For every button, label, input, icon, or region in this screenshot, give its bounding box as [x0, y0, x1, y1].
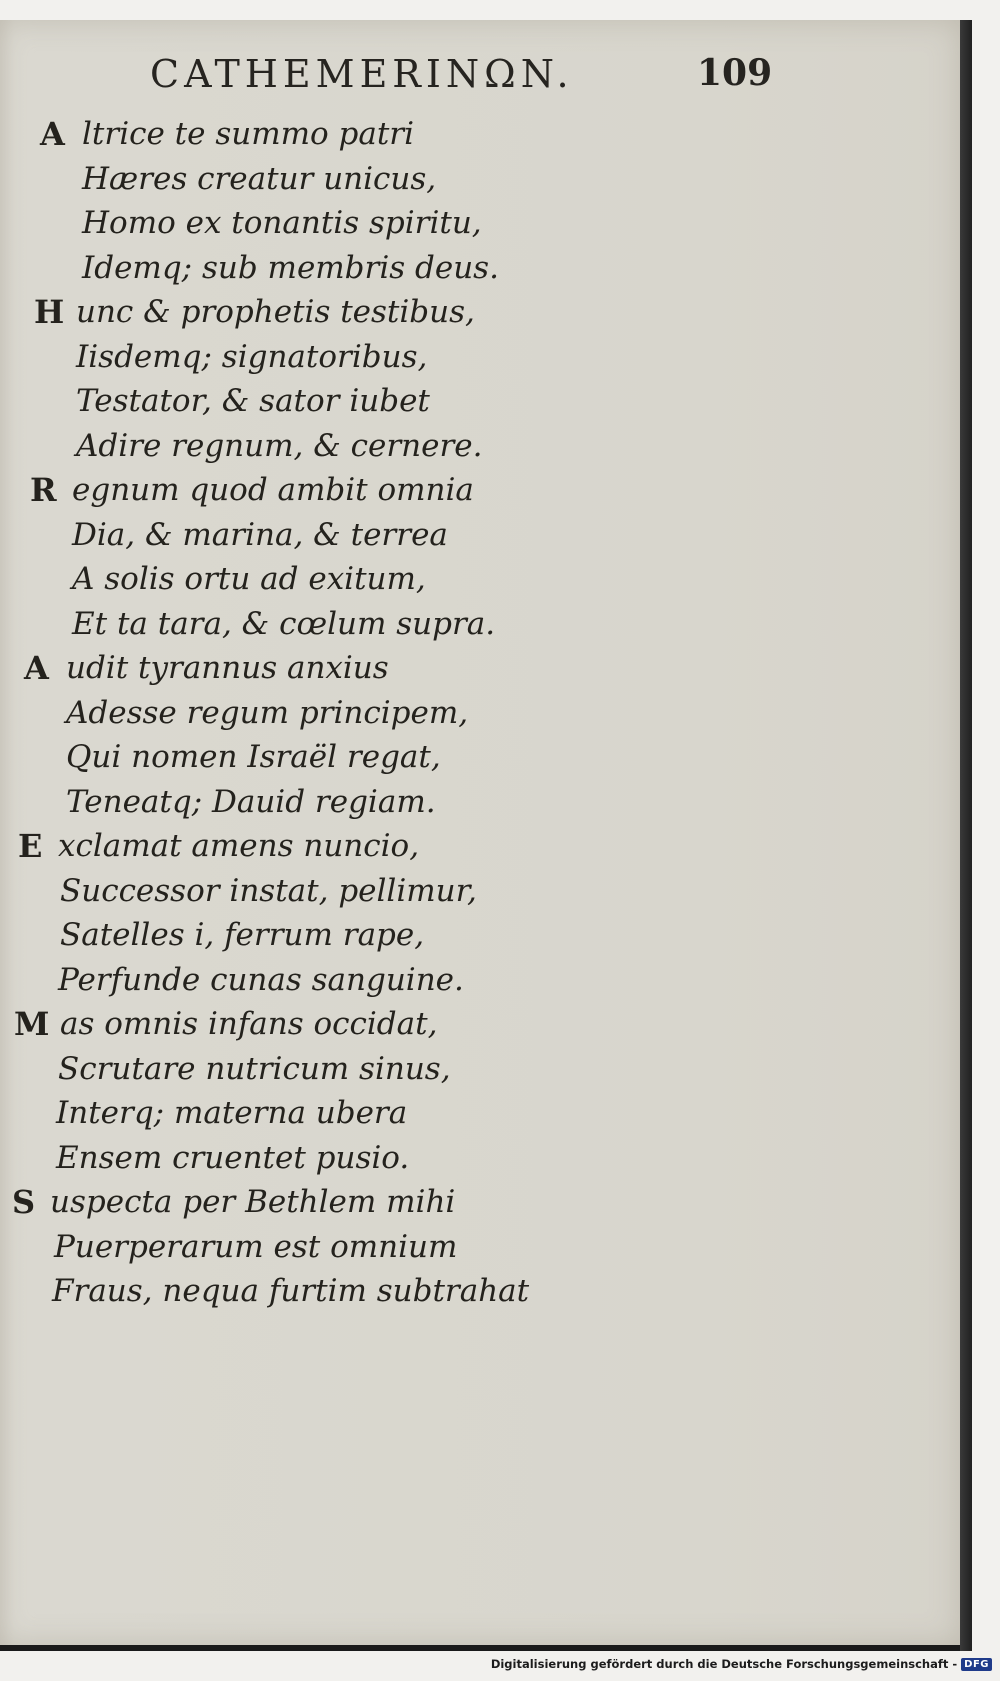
- verse-line: A udit tyrannus anxius: [0, 646, 700, 691]
- verse-line: E xclamat amens nuncio,: [0, 824, 700, 869]
- verse-line: Iisdemq; signatoribus,: [76, 338, 428, 375]
- verse-line: Et ta tara, & cœlum supra.: [72, 605, 496, 642]
- stanza: [0, 646, 700, 824]
- page-number: 109: [697, 52, 773, 94]
- stanza-initial: R: [30, 471, 57, 509]
- page-edge: [960, 20, 972, 1651]
- stanza: [0, 112, 700, 290]
- dfg-logo-icon: DFG: [961, 1658, 992, 1671]
- verse-line: Perfunde cunas sanguine.: [58, 961, 464, 998]
- stanza-initial: S: [12, 1183, 36, 1221]
- stanza: [0, 468, 700, 646]
- verse-line: Puerperarum est omnium: [54, 1228, 458, 1265]
- verse-line: Testator, & sator iubet: [76, 383, 430, 419]
- verse-line: H unc & prophetis testibus,: [0, 290, 700, 335]
- stanza: [0, 1002, 700, 1180]
- verse-line: Successor instat, pellimur,: [60, 872, 477, 909]
- stanza-initial: A: [40, 115, 65, 153]
- digitization-credit: [491, 1657, 992, 1671]
- verse-line: A solis ortu ad exitum,: [72, 561, 426, 597]
- stanza-initial: A: [24, 649, 49, 687]
- running-head: CATHEMERINΩN.: [150, 52, 574, 96]
- verse-line: Homo ex tonantis spiritu,: [82, 205, 482, 241]
- verse-line: Ensem cruentet pusio.: [56, 1139, 410, 1176]
- stanza-initial: E: [18, 827, 43, 865]
- verse-line: Fraus, nequa furtim subtrahat: [52, 1273, 530, 1309]
- verse-line: Scrutare nutricum sinus,: [58, 1050, 451, 1087]
- verse-line: Satelles i, ferrum rape,: [60, 917, 425, 953]
- credit-text: Digitalisierung gefördert durch die Deutsche Forschungsgemeinschaft -: [490, 1657, 958, 1671]
- verse-line: R egnum quod ambit omnia: [0, 468, 700, 513]
- verse-line: S uspecta per Bethlem mihi: [0, 1180, 700, 1225]
- verse-line: Adire regnum, & cernere.: [76, 427, 483, 464]
- verse-line: Qui nomen Israël regat,: [66, 739, 441, 775]
- stanza-initial: M: [14, 1005, 50, 1043]
- verse-line: M as omnis infans occidat,: [0, 1002, 700, 1047]
- verse-line: Dia, & marina, & terrea: [72, 516, 448, 553]
- stanza: [0, 290, 700, 468]
- verse-line: Hæres creatur unicus,: [82, 160, 437, 197]
- stanza: [0, 1180, 700, 1314]
- verse-line: Adesse regum principem,: [66, 694, 469, 731]
- verse-line: Teneatq; Dauid regiam.: [66, 783, 436, 820]
- verse-line: Idemq; sub membris deus.: [82, 249, 499, 286]
- stanza: [0, 824, 700, 1002]
- verse-line: Interq; materna ubera: [56, 1095, 408, 1131]
- stanza-initial: H: [34, 293, 65, 331]
- verse-line: A ltrice te summo patri: [0, 112, 700, 157]
